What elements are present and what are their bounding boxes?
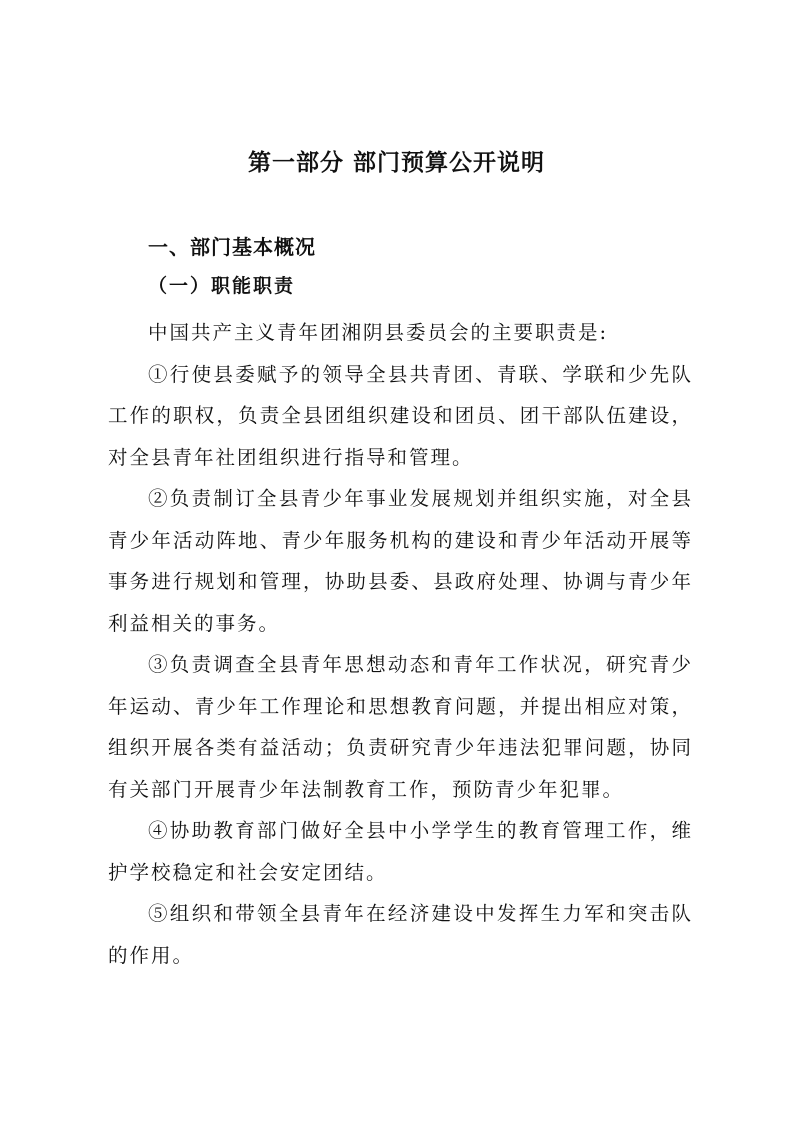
page-title: 第一部分 部门预算公开说明 xyxy=(247,149,545,176)
section-heading: 一、部门基本概况 xyxy=(148,235,316,259)
body-text xyxy=(108,312,693,976)
paragraph-duty-4: ④协助教育部门做好全县中小学学生的教育管理工作，维护学校稳定和社会安定团结。 xyxy=(108,819,693,884)
paragraph-duty-3: ③负责调查全县青年思想动态和青年工作状况，研究青少年运动、青少年工作理论和思想教育问题，并提出相应对策，组织开展各类有益活动；负责研究青少年违法犯罪问题，协同有关部门开展青少年法制教育工作，预防青少年犯罪。 xyxy=(108,653,693,801)
paragraph-intro: 中国共产主义青年团湘阴县委员会的主要职责是: xyxy=(148,321,609,344)
paragraph-duty-5: ⑤组织和带领全县青年在经济建设中发挥生力军和突击队的作用。 xyxy=(108,902,693,967)
paragraph-duty-1: ①行使县委赋予的领导全县共青团、青联、学联和少先队工作的职权，负责全县团组织建设和团员、团干部队伍建设，对全县青年社团组织进行指导和管理。 xyxy=(108,362,693,469)
paragraph-duty-2: ②负责制订全县青少年事业发展规划并组织实施，对全县青少年活动阵地、青少年服务机构的建设和青少年活动开展等事务进行规划和管理，协助县委、县政府处理、协调与青少年利益相关的事务。 xyxy=(108,487,693,635)
subsection-heading: （一）职能职责 xyxy=(148,275,296,297)
